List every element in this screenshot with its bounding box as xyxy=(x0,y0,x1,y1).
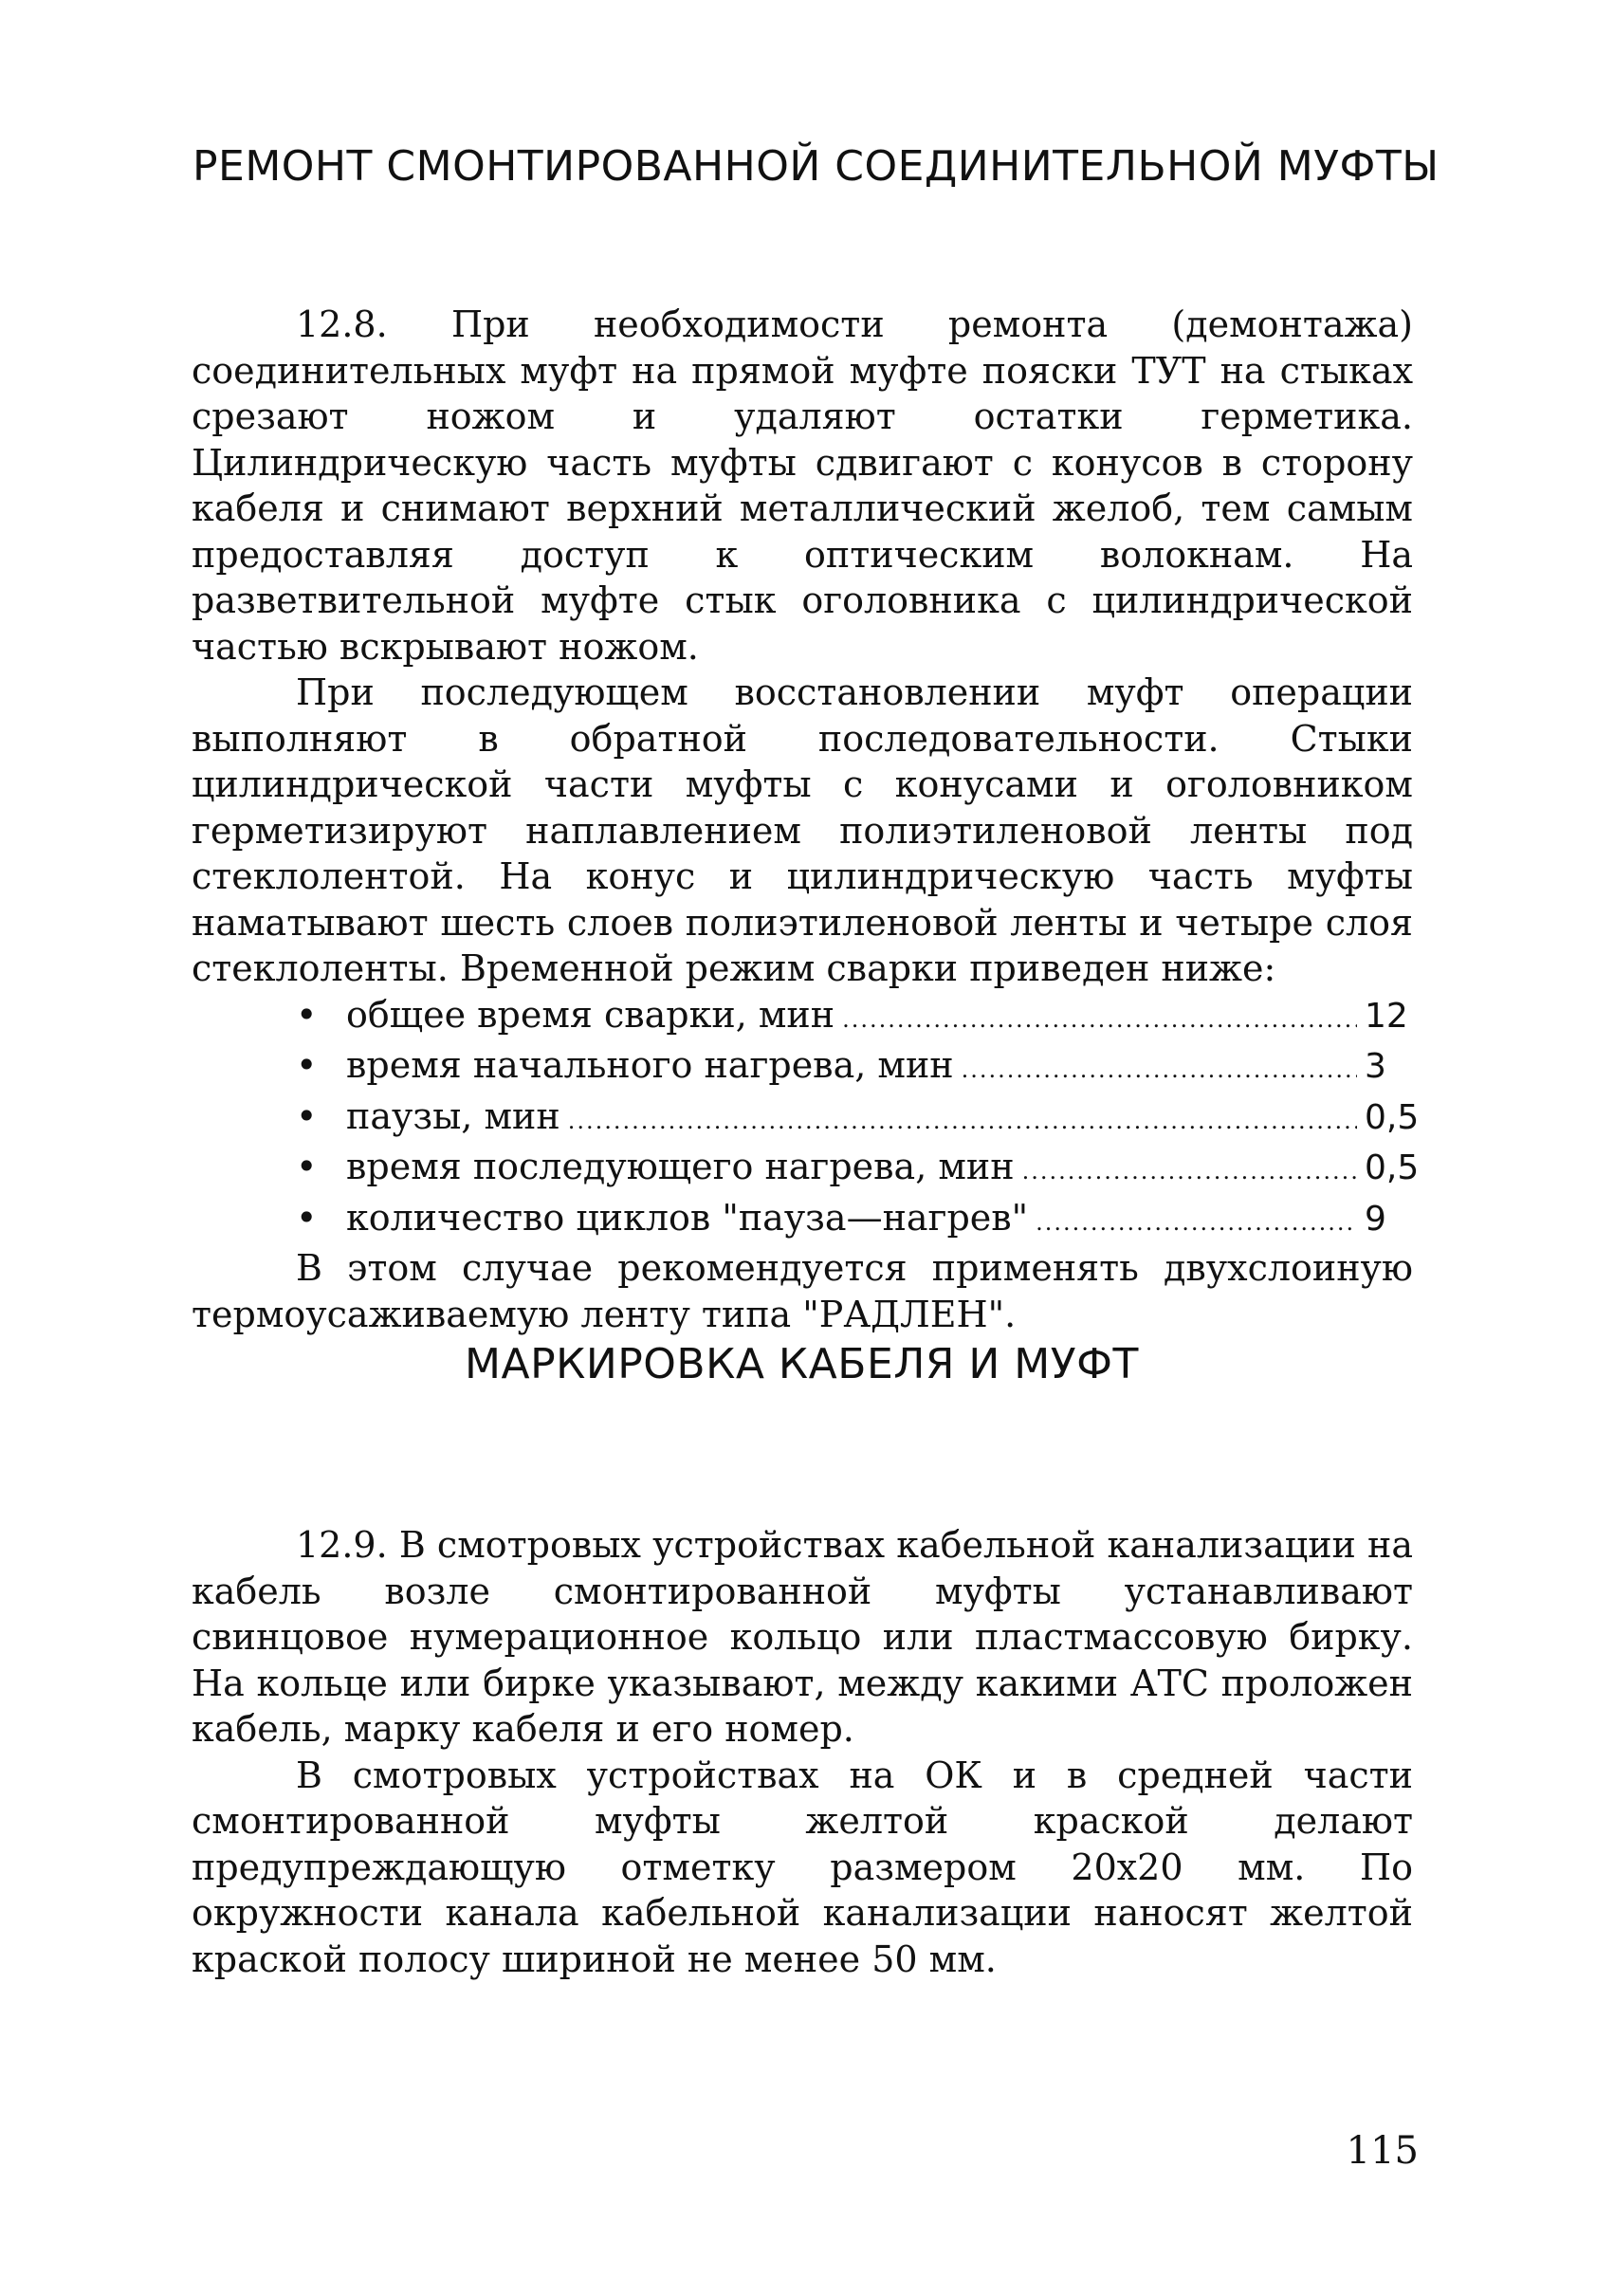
param-value: 12 xyxy=(1365,996,1408,1036)
param-value: 0,5 xyxy=(1365,1097,1420,1137)
section-body-marking xyxy=(192,1522,1413,1982)
bullet-icon: • xyxy=(296,1094,318,1137)
list-item xyxy=(192,1144,1427,1195)
dot-leader xyxy=(568,1098,1357,1145)
dot-leader xyxy=(1036,1200,1357,1246)
paragraph: В этом случае рекомендуется применять двухслоиную термоусаживаемую ленту типа "РАДЛЕН". xyxy=(192,1247,1413,1335)
section-body-repair xyxy=(192,302,1420,1337)
list-item xyxy=(192,992,1427,1043)
list-item xyxy=(192,1042,1427,1093)
bullet-icon: • xyxy=(296,1196,318,1239)
paragraph: В смотровых устройствах на ОК и в средней части смонтированной муфты желтой краской делают предупреждающую отметку размером 20x20 мм. По окружности канала кабельной канализации наносят желтой краской полосу шириной не менее 50 мм. xyxy=(192,1754,1413,1980)
param-label: количество циклов "пауза—нагрев" xyxy=(346,1196,1029,1239)
paragraph: 12.8. При необходимости ремонта (демонтажа) соединительных муфт на прямой муфте пояски ТУТ на стыках срезают ножом и удаляют остатки герметика. Цилиндрическую часть муфты сдвигают с конусов в сторону кабеля и снимают верхний металлический желоб, тем самым предоставляя доступ к оптическим волокнам. На разветвительной муфте стык оголовника с цилиндрической частью вскрывают ножом. xyxy=(192,303,1413,668)
bullet-icon: • xyxy=(296,993,318,1036)
bullet-icon: • xyxy=(296,1044,318,1086)
bullet-icon: • xyxy=(296,1146,318,1187)
page-number: 115 xyxy=(1346,2129,1419,2173)
list-item xyxy=(192,1093,1427,1145)
param-label: время последующего нагрева, мин xyxy=(346,1146,1015,1187)
paragraph: 12.9. В смотровых устройствах кабельной канализации на кабель возле смонтированной муфты устанавливают свинцовое нумерационное кольцо или пластмассовую бирку. На кольце или бирке указывают, между какими АТС проложен кабель, марку кабеля и его номер. xyxy=(192,1524,1413,1750)
param-value: 9 xyxy=(1365,1199,1386,1239)
param-label: паузы, мин xyxy=(346,1094,560,1137)
section-heading-repair: РЕМОНТ СМОНТИРОВАННОЙ СОЕДИНИТЕЛЬНОЙ МУФТЫ xyxy=(193,142,1440,191)
welding-params-list xyxy=(192,992,1420,1246)
dot-leader xyxy=(1022,1148,1357,1195)
dot-leader xyxy=(842,997,1357,1043)
param-value: 3 xyxy=(1365,1047,1386,1086)
param-label: общее время сварки, мин xyxy=(346,993,835,1036)
param-value: 0,5 xyxy=(1365,1148,1420,1187)
section-heading-marking: МАРКИРОВКА КАБЕЛЯ И МУФТ xyxy=(465,1340,1139,1388)
param-label: время начального нагрева, мин xyxy=(346,1044,954,1086)
list-item xyxy=(192,1195,1427,1246)
paragraph: При последующем восстановлении муфт операции выполняют в обратной последовательности. Стыки цилиндрической части муфты с конусами и оголовником герметизируют наплавлением полиэтиленовой ленты под стеклолентой. На конус и цилиндрическую часть муфты наматывают шесть слоев полиэтиленовой ленты и четыре слоя стеклоленты. Временной режим сварки приведен ниже: xyxy=(192,671,1413,989)
dot-leader xyxy=(962,1047,1357,1093)
